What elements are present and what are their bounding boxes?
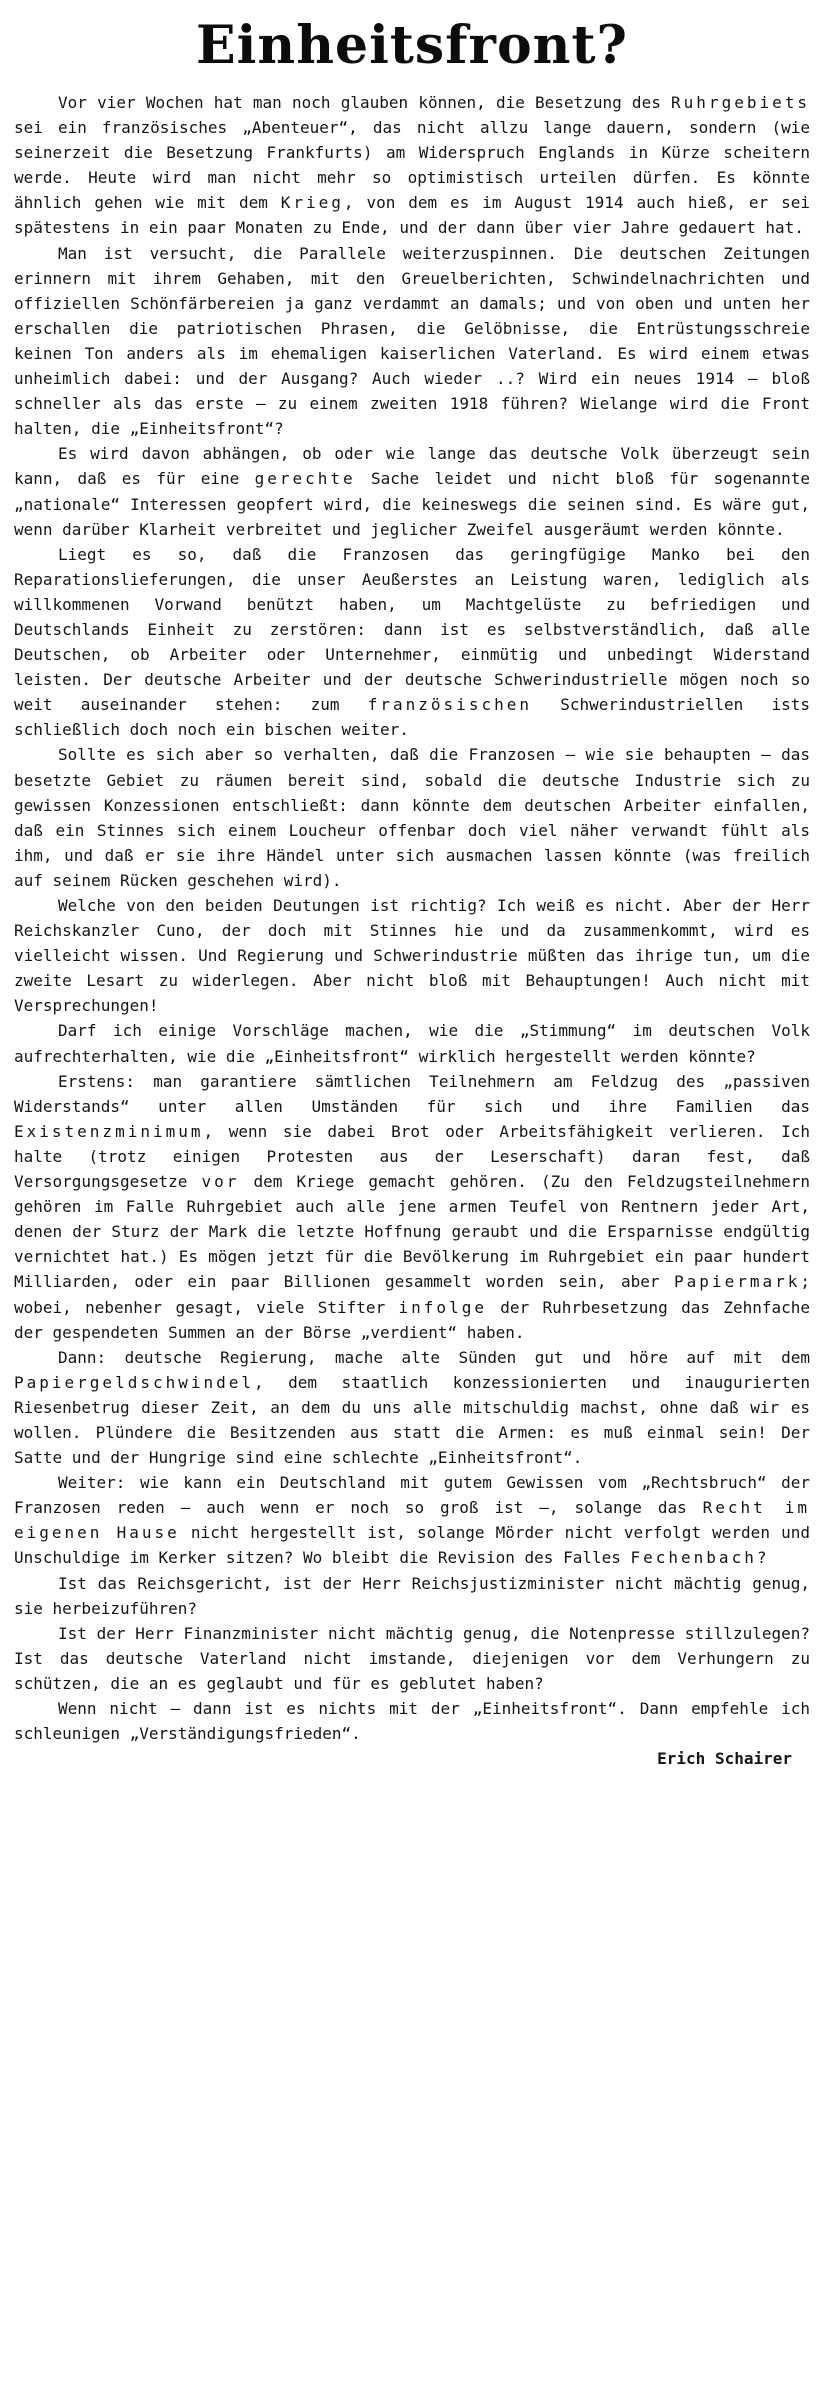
article-paragraph (14, 1696, 810, 1746)
spaced-emphasis-text: Recht im eigenen Hause (14, 1498, 810, 1543)
paragraph-text: Erstens: man garantiere sämtlichen Teilnehmern am Feldzug des „passiven Widerstands“ unter allen Umständen für sich und ihre Familien das (14, 1071, 810, 1116)
paragraph-text: Liegt es so, daß die Franzosen das geringfügige Manko bei den Reparationslieferungen, die unser Aeußerstes an Leistung waren, lediglich als willkommenen Vorwand benützt haben, um Machtgelüste zu befriedigen und Deutschlands Einheit zu zerstören: dann ist es selbstverständlich, daß alle Deutschen, ob Arbeiter oder Unternehmer, einmütig und unbedingt Widerstand leisten. Der deutsche Arbeiter und der deutsche Schwerindustrielle mögen noch so weit auseinander stehen: zum (14, 544, 810, 715)
spaced-emphasis-text: Papiermark (674, 1272, 801, 1292)
paragraph-text: ; wobei, nebenher gesagt, viele Stifter (14, 1272, 810, 1317)
paragraph-text: ? (756, 1548, 767, 1568)
article-paragraph (14, 893, 810, 1018)
spaced-emphasis-text: Existenzminimum (14, 1121, 204, 1141)
paragraph-text: Ist der Herr Finanzminister nicht mächtig genug, die Notenpresse stillzulegen? Ist das deutsche Vaterland nicht imstande, diejenigen vor dem Verhungern zu schützen, die an es geglaubt und für es geblutet haben? (14, 1623, 810, 1693)
paragraph-text: Welche von den beiden Deutungen ist richtig? Ich weiß es nicht. Aber der Herr Reichskanzler Cuno, der doch mit Stinnes hie und da zusammenkommt, wird es vielleicht wissen. Und Regierung und Schwerindustrie müßten das ihrige tun, um die zweite Lesart zu widerlegen. Aber nicht bloß mit Behauptungen! Auch nicht mit Versprechungen! (14, 896, 810, 1016)
article-paragraph (14, 1621, 810, 1696)
paragraph-text: Man ist versucht, die Parallele weiterzuspinnen. Die deutschen Zeitungen erinnern mit ihrem Gehaben, mit den Greuelberichten, Schwindelnachrichten und offiziellen Schönfärbereien ja ganz verdammt an damals; und von oben und unten her erschallen die patriotischen Phrasen, die Gelöbnisse, die Entrüstungsschreie keinen Ton anders als im ehemaligen kaiserlichen Vaterland. Es wird einem etwas unheimlich dabei: und der Ausgang? Auch wieder ..? Wird ein neues 1914 — bloß schneller als das erste — zu einem zweiten 1918 führen? Wielange wird die Front halten, die „Einheitsfront“? (14, 243, 810, 439)
article-paragraph (14, 241, 810, 442)
paragraph-text: der Ruhrbesetzung das Zehnfache der gespendeten Summen an der Börse „verdient“ haben. (14, 1297, 811, 1342)
spaced-emphasis-text: vor (201, 1172, 240, 1192)
spaced-emphasis-text: Krieg (280, 193, 344, 213)
author-signature: Erich Schairer (657, 1749, 792, 1769)
paragraph-text: Vor vier Wochen hat man noch glauben können, die Besetzung des (58, 93, 672, 112)
paragraph-text: Ist das Reichsgericht, ist der Herr Reichsjustizminister nicht mächtig genug, sie herbeizuführen? (14, 1573, 810, 1618)
article-paragraph (14, 742, 810, 893)
paragraph-text: Dann: deutsche Regierung, mache alte Sünden gut und höre auf mit dem (58, 1347, 810, 1367)
paragraph-text: Wenn nicht — dann ist es nichts mit der „Einheitsfront“. Dann empfehle ich schleunigen „Verständigungsfrieden“. (14, 1699, 810, 1744)
paragraph-text: Darf ich einige Vorschläge machen, wie die „Stimmung“ im deutschen Volk aufrechterhalten, wie die „Einheitsfront“ wirklich hergestellt werden könnte? (14, 1021, 810, 1066)
article-paragraph (14, 1571, 810, 1621)
paragraph-text: sei ein französisches „Abenteuer“, das nicht allzu lange dauern, sondern (wie seinerzeit die Besetzung Frankfurts) am Widerspruch Englands in Kürze scheitern werde. Heute wird man nicht mehr so optimistisch urteilen dürfen. Es könnte ähnlich gehen wie mit dem (14, 118, 810, 213)
spaced-emphasis-text: Fechenbach (630, 1548, 757, 1568)
spaced-emphasis-text: französischen (367, 695, 532, 715)
paragraph-text: Schwerindustriellen ists schließlich doch noch ein bischen weiter. (14, 695, 810, 740)
paragraph-text: Es wird davon abhängen, ob oder wie lange das deutsche Volk überzeugt sein kann, daß es für eine (14, 444, 810, 489)
spaced-emphasis-text: gerechte (254, 469, 356, 489)
article-paragraph (14, 90, 810, 241)
paragraph-text: , von dem es im August 1914 auch hieß, er sei spätestens in ein paar Monaten zu Ende, und der dann über vier Jahre gedauert hat. (14, 193, 810, 238)
article-paragraph (14, 1345, 810, 1470)
paragraph-text: nicht hergestellt ist, solange Mörder nicht verfolgt werden und Unschuldige im Kerker sitzen? Wo bleibt die Revision des Falles (14, 1523, 811, 1568)
article-paragraph (14, 542, 810, 743)
article-paragraph (14, 1069, 810, 1345)
paragraph-text: Sollte es sich aber so verhalten, daß die Franzosen — wie sie behaupten — das besetzte Gebiet zu räumen bereit sind, sobald die deutsche Industrie sich zu gewissen Konzessionen entschließt: dann könnte dem deutschen Arbeiter einfallen, daß ein Stinnes sich einem Loucheur offenbar doch viel näher verwandt fühlt als ihm, und daß er sie ihre Händel unter sich ausmachen lassen könnte (was freilich auf seinem Rücken geschehen wird). (14, 745, 810, 890)
article-body (14, 90, 810, 1746)
spaced-emphasis-text: Ruhrgebiets (671, 93, 810, 112)
spaced-emphasis-text: Papiergeldschwindel (14, 1372, 255, 1392)
article-paragraph (14, 1470, 810, 1570)
paragraph-text: Weiter: wie kann ein Deutschland mit gutem Gewissen vom „Rechtsbruch“ der Franzosen reden — auch wenn er noch so groß ist —, solange das (14, 1473, 810, 1518)
paragraph-text: , dem staatlich konzessionierten und inaugurierten Riesenbetrug dieser Zeit, an dem du uns alle mitschuldig machst, ohne daß wir es wollen. Plündere die Besitzenden aus statt die Armen: es muß einmal sein! Der Satte und der Hungrige sind eine schlechte „Einheitsfront“. (14, 1372, 810, 1468)
paragraph-text: , wenn sie dabei Brot oder Arbeitsfähigkeit verlieren. Ich halte (trotz einigen Protesten aus der Leserschaft) daran fest, daß Versorgungsgesetze (14, 1121, 810, 1192)
paragraph-text: Sache leidet und nicht bloß für sogenannte „nationale“ Interessen geopfert wird, die keineswegs die seinen sind. Es wäre gut, wenn darüber Klarheit verbreitet und jeglicher Zweifel ausgeräumt werden könnte. (14, 469, 810, 539)
paragraph-text: dem Kriege gemacht gehören. (Zu den Feldzugsteilnehmern gehören im Falle Ruhrgebiet auch alle jene armen Teufel von Rentnern jeder Art, denen der Sturz der Mark die letzte Hoffnung geraubt und die Ersparnisse endgültig vernichtet hat.) Es mögen jetzt für die Bevölkerung im Ruhrgebiet ein paar hundert Milliarden, oder ein paar Billionen gesammelt worden sein, aber (14, 1172, 810, 1292)
spaced-emphasis-text: infolge (398, 1297, 487, 1317)
article-paragraph (14, 441, 810, 541)
article-title: Einheitsfront? (196, 15, 628, 76)
article-paragraph (14, 1018, 810, 1068)
